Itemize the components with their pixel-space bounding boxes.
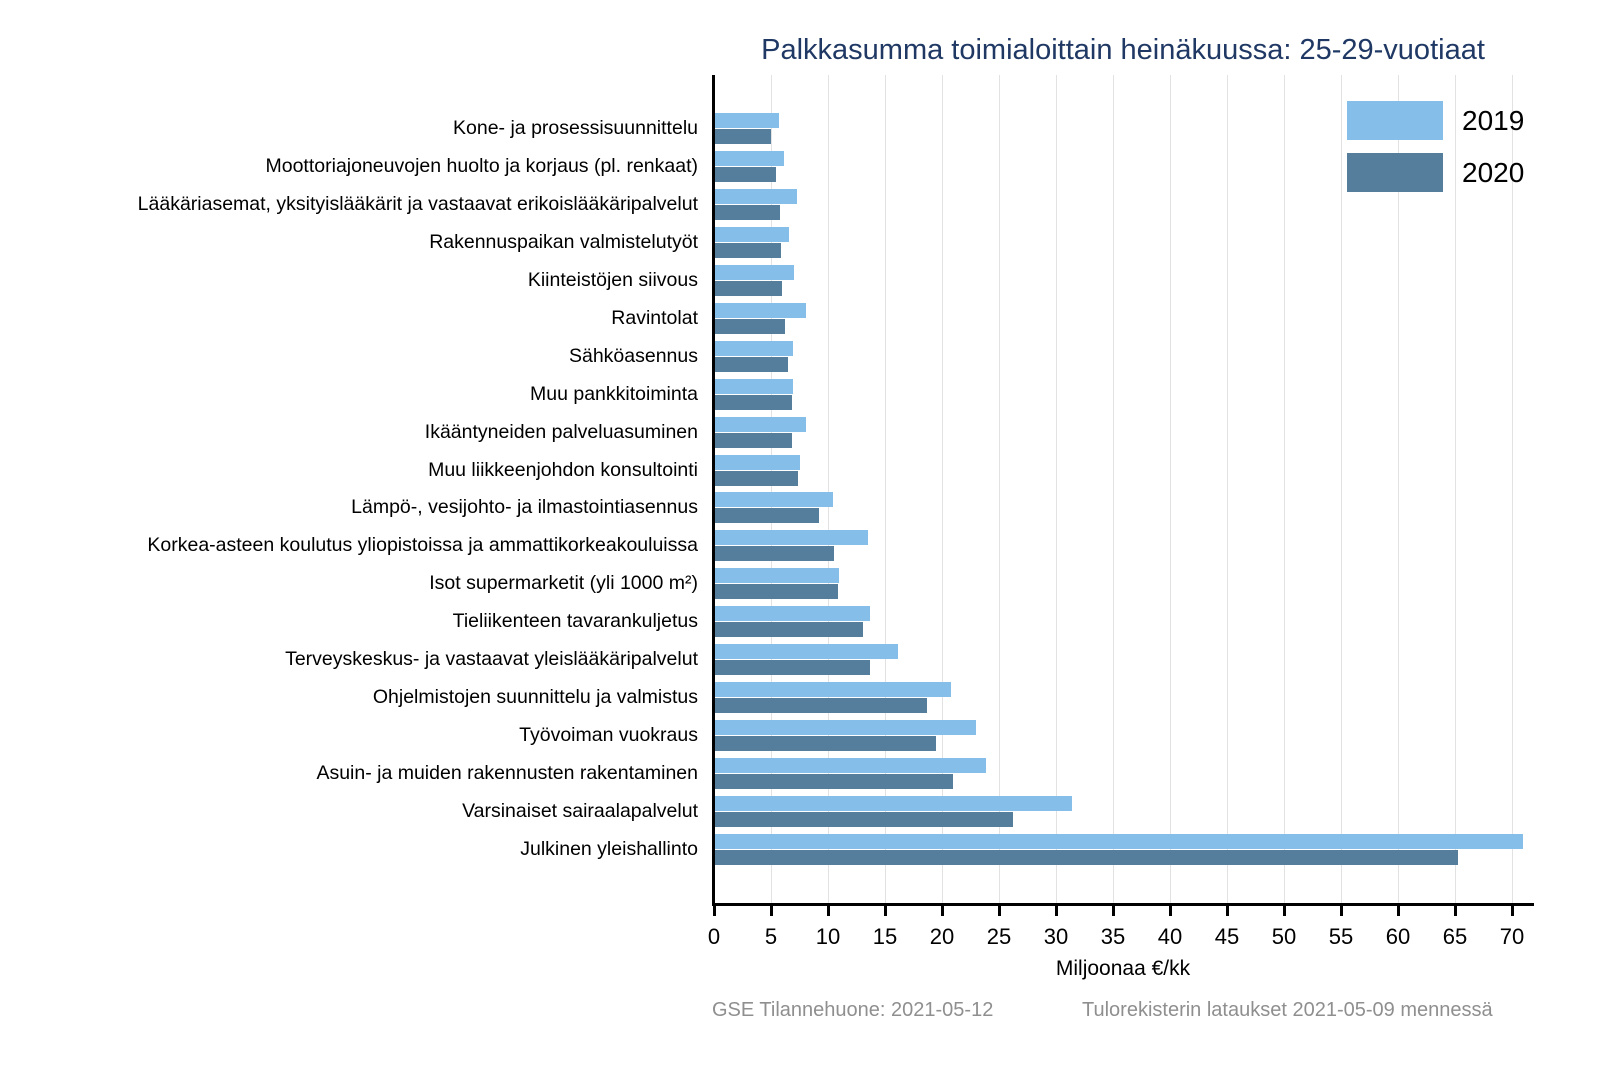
bar-2020 [714,736,936,751]
x-tick-label: 60 [1385,924,1411,949]
bar-2019 [714,265,794,280]
bar-2019 [714,606,870,621]
gridline-25 [999,75,1000,903]
category-label: Ohjelmistojen suunnittelu ja valmistus [372,686,698,709]
bar-2019 [714,151,784,166]
bar-2019 [714,644,898,659]
bar-2019 [714,568,839,583]
bar-2019 [714,758,986,773]
bar-2020 [714,129,771,144]
bar-2020 [714,622,863,637]
category-label: Isot supermarketit (yli 1000 m²) [429,572,698,595]
legend-label-2020: 2020 [1462,157,1525,188]
x-tick [713,906,716,916]
bar-2019 [714,227,789,242]
gridline-50 [1284,75,1285,903]
category-label: Lämpö-, vesijohto- ja ilmastointiasennus [351,496,698,519]
x-tick-label: 55 [1328,924,1354,949]
bar-2019 [714,492,833,507]
bar-2019 [714,113,779,128]
x-tick-label: 20 [929,924,955,949]
x-tick [1055,906,1058,916]
gridline-30 [1056,75,1057,903]
bar-2019 [714,341,793,356]
legend-label-2019: 2019 [1462,105,1525,136]
bar-2019 [714,417,806,432]
bar-2019 [714,189,797,204]
x-tick-label: 15 [872,924,898,949]
category-label: Kone- ja prosessisuunnittelu [453,117,698,139]
x-tick [1511,906,1514,916]
category-label: Terveyskeskus- ja vastaavat yleislääkäripalvelut [285,648,698,671]
category-label: Julkinen yleishallinto [520,838,698,860]
x-tick-label: 10 [815,924,841,949]
x-tick [1226,906,1229,916]
x-tick-label: 45 [1214,924,1240,949]
bar-2020 [714,471,798,486]
category-label: Ravintolat [611,306,698,329]
category-label: Korkea-asteen koulutus yliopistoissa ja ammattikorkeakouluissa [147,534,698,557]
bar-2020 [714,584,838,599]
category-label: Muu pankkitoiminta [530,382,698,405]
bar-2019 [714,455,800,470]
x-tick [827,906,830,916]
bar-2020 [714,281,782,296]
x-tick [1112,906,1115,916]
bar-2020 [714,812,1013,827]
category-label: Muu liikkeenjohdon konsultointi [428,458,698,481]
x-tick-label: 65 [1442,924,1468,949]
category-label: Tieliikenteen tavarankuljetus [452,610,698,633]
x-tick-label: 5 [764,924,778,949]
bar-2020 [714,850,1458,865]
bar-2020 [714,698,927,713]
category-label: Varsinaiset sairaalapalvelut [462,800,698,823]
bar-2019 [714,530,868,545]
x-axis-label: Miljoonaa €/kk [1055,957,1191,980]
gridline-40 [1170,75,1171,903]
gridline-55 [1341,75,1342,903]
x-tick-label: 25 [986,924,1012,949]
x-tick-label: 35 [1100,924,1126,949]
bar-2020 [714,433,792,448]
category-label: Sähköasennus [568,344,698,367]
bar-2020 [714,774,953,789]
y-axis-line [712,75,715,905]
bar-2019 [714,796,1072,811]
category-label: Lääkäriasemat, yksityislääkärit ja vastaavat erikoislääkäripalvelut [137,192,698,215]
legend-swatch-2020 [1347,153,1443,192]
gridline-65 [1455,75,1456,903]
legend-swatch-2019 [1347,101,1443,140]
bar-2020 [714,508,819,523]
x-tick [1283,906,1286,916]
category-label: Rakennuspaikan valmistelutyöt [429,230,698,253]
category-label: Ikääntyneiden palveluasuminen [424,420,698,443]
bar-2020 [714,357,788,372]
bar-2020 [714,395,792,410]
x-tick [884,906,887,916]
bar-2019 [714,303,806,318]
category-label: Kiinteistöjen siivous [527,268,698,291]
bar-2019 [714,834,1523,849]
footer-source-left: GSE Tilannehuone: 2021-05-12 [712,999,994,1021]
bar-2020 [714,319,785,334]
x-tick [1397,906,1400,916]
category-label: Työvoiman vuokraus [519,724,698,747]
gridline-60 [1398,75,1399,903]
gridline-70 [1512,75,1513,903]
category-label: Moottoriajoneuvojen huolto ja korjaus (pl. renkaat) [265,154,698,177]
x-tick-label: 0 [707,924,721,949]
x-tick [1454,906,1457,916]
x-axis-line [712,903,1534,906]
gridline-45 [1227,75,1228,903]
x-tick-label: 70 [1499,924,1525,949]
bar-2019 [714,379,793,394]
x-tick-label: 30 [1043,924,1069,949]
bar-2020 [714,243,781,258]
x-tick [1340,906,1343,916]
x-tick [770,906,773,916]
chart-title: Palkkasumma toimialoittain heinäkuussa: 25-29-vuotiaat [761,34,1485,66]
footer-source-right: Tulorekisterin lataukset 2021-05-09 mennessä [1082,999,1493,1021]
category-label: Asuin- ja muiden rakennusten rakentaminen [316,762,698,785]
x-tick [998,906,1001,916]
bar-2020 [714,546,834,561]
bar-2020 [714,167,776,182]
bar-2019 [714,720,976,735]
bar-2020 [714,660,870,675]
bar-2019 [714,682,951,697]
x-tick-label: 50 [1271,924,1297,949]
x-tick-label: 40 [1157,924,1183,949]
x-tick [941,906,944,916]
gridline-35 [1113,75,1114,903]
bar-2020 [714,205,780,220]
x-tick [1169,906,1172,916]
